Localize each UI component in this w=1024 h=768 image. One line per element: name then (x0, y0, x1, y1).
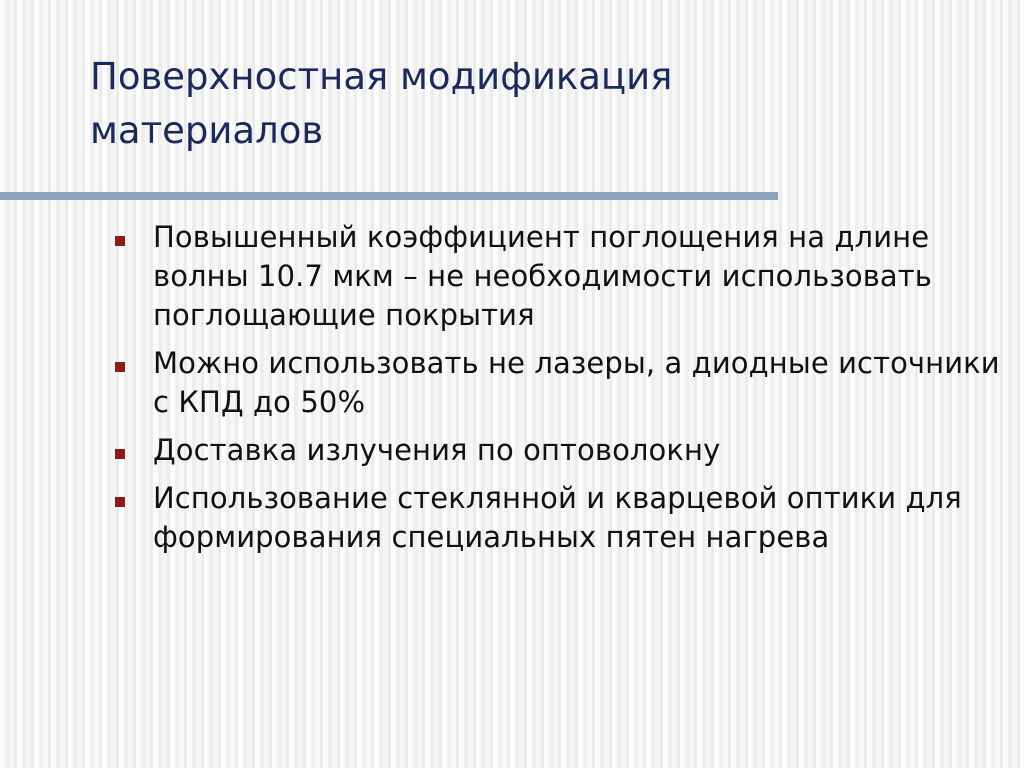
bullet-item (110, 431, 1000, 470)
bullet-item (110, 479, 1000, 557)
title-divider (0, 192, 778, 200)
square-bullet-icon (115, 449, 125, 459)
bullet-text: Можно использовать не лазеры, а диодные источники с КПД до 50% (153, 346, 1000, 419)
square-bullet-icon (115, 236, 125, 246)
bullet-item (110, 218, 1000, 335)
square-bullet-icon (115, 497, 125, 507)
bullet-list (110, 218, 1000, 566)
bullet-text: Использование стеклянной и кварцевой оптики для формирования специальных пятен нагрева (153, 481, 962, 554)
square-bullet-icon (115, 362, 125, 372)
bullet-text: Доставка излучения по оптоволокну (153, 433, 721, 467)
bullet-text: Повышенный коэффициент поглощения на длине волны 10.7 мкм – не необходимости использовать поглощающие покрытия (153, 220, 932, 332)
slide-title: Поверхностная модификация материалов (90, 55, 673, 152)
bullet-item (110, 344, 1000, 422)
